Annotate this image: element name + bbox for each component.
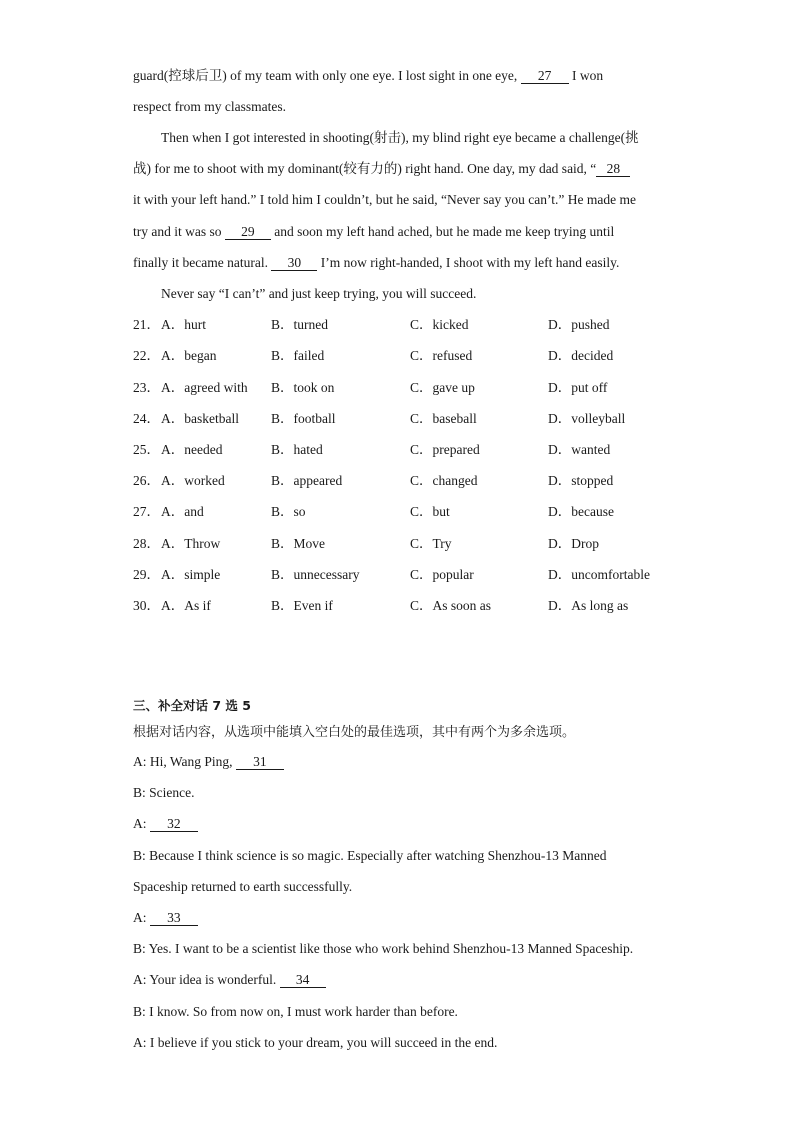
option-b: B．hated	[271, 442, 323, 457]
question-row	[133, 379, 663, 397]
passage-text: finally it became natural.	[133, 255, 272, 270]
passage-text: I won	[568, 68, 604, 83]
option-b: B．appeared	[271, 473, 343, 488]
question-number: 23．	[133, 380, 160, 395]
dialogue-text: A:	[133, 910, 150, 925]
option-d: D．uncomfortable	[548, 567, 650, 582]
option-a: A．hurt	[161, 317, 206, 332]
option-d: D．As long as	[548, 598, 629, 613]
option-b: B．failed	[271, 348, 325, 363]
option-a: A．Throw	[161, 536, 221, 551]
question-row	[133, 472, 663, 490]
dialogue-line	[133, 971, 326, 989]
blank-31: 31	[236, 755, 284, 770]
option-c: C．prepared	[410, 442, 480, 457]
option-a: A．As if	[161, 598, 211, 613]
passage-text: try and it was so	[133, 224, 225, 239]
dialogue-line: B: Yes. I want to be a scientist like those who work behind Shenzhou-13 Manned Spaceship.	[133, 941, 634, 956]
passage-line-3: Then when I got interested in shooting(射击), my blind right eye became a challenge(挑	[161, 130, 639, 145]
question-row	[133, 503, 663, 521]
passage-line-6	[133, 223, 614, 241]
blank-32: 32	[150, 817, 198, 832]
section-title: 三、补全对话 7 选 5	[133, 698, 251, 713]
blank-33: 33	[150, 911, 198, 926]
question-row	[133, 566, 663, 584]
passage-text: 战) for me to shoot with my dominant(较有力的) right hand. One day, my dad said, “	[133, 161, 597, 176]
question-row	[133, 316, 663, 334]
option-b: B．Move	[271, 536, 325, 551]
section-instruction: 根据对话内容，从选项中能填入空白处的最佳选项，其中有两个为多余选项。	[133, 725, 576, 740]
question-number: 28．	[133, 536, 160, 551]
option-d: D．put off	[548, 380, 608, 395]
passage-text: guard(控球后卫) of my team with only one eye. I lost sight in one eye,	[133, 68, 521, 83]
passage-line-5: it with your left hand.” I told him I couldn’t, but he said, “Never say you can’t.” He made me	[133, 192, 636, 207]
option-a: A．simple	[161, 567, 221, 582]
blank-30: 30	[271, 256, 317, 271]
dialogue-line: B: Because I think science is so magic. Especially after watching Shenzhou-13 Manned	[133, 848, 607, 863]
question-row	[133, 597, 663, 615]
question-row	[133, 441, 663, 459]
question-row	[133, 347, 663, 365]
option-d: D．because	[548, 504, 614, 519]
dialogue-text: A: Hi, Wang Ping,	[133, 754, 236, 769]
option-b: B．football	[271, 411, 336, 426]
question-number: 29．	[133, 567, 160, 582]
dialogue-line	[133, 909, 198, 927]
dialogue-line: B: I know. So from now on, I must work harder than before.	[133, 1004, 458, 1019]
dialogue-line: A: I believe if you stick to your dream, you will succeed in the end.	[133, 1035, 498, 1050]
blank-27: 27	[521, 69, 569, 84]
dialogue-line	[133, 815, 198, 833]
option-b: B．Even if	[271, 598, 333, 613]
question-number: 21．	[133, 317, 160, 332]
option-d: D．decided	[548, 348, 614, 363]
option-c: C．As soon as	[410, 598, 492, 613]
passage-line-4	[133, 160, 630, 178]
option-a: A．basketball	[161, 411, 239, 426]
option-b: B．turned	[271, 317, 328, 332]
option-a: A．began	[161, 348, 217, 363]
blank-28: 28	[596, 162, 630, 177]
option-a: A．and	[161, 504, 204, 519]
option-c: C．baseball	[410, 411, 477, 426]
passage-text: I’m now right-handed, I shoot with my left hand easily.	[317, 255, 620, 270]
question-number: 27．	[133, 504, 160, 519]
option-c: C．gave up	[410, 380, 475, 395]
dialogue-line: B: Science.	[133, 785, 195, 800]
option-c: C．Try	[410, 536, 452, 551]
dialogue-text: A: Your idea is wonderful.	[133, 972, 280, 987]
passage-line-8: Never say “I can’t” and just keep trying, you will succeed.	[161, 286, 477, 301]
question-number: 25．	[133, 442, 160, 457]
question-number: 22．	[133, 348, 160, 363]
question-row	[133, 410, 663, 428]
option-a: A．agreed with	[161, 380, 248, 395]
question-row	[133, 535, 663, 553]
blank-34: 34	[280, 973, 326, 988]
option-b: B．took on	[271, 380, 335, 395]
passage-line-1	[133, 67, 603, 85]
question-number: 24．	[133, 411, 160, 426]
option-d: D．volleyball	[548, 411, 626, 426]
option-b: B．so	[271, 504, 306, 519]
passage-line-2: respect from my classmates.	[133, 99, 286, 114]
option-d: D．pushed	[548, 317, 610, 332]
option-a: A．needed	[161, 442, 223, 457]
blank-29: 29	[225, 225, 271, 240]
option-a: A．worked	[161, 473, 225, 488]
option-c: C．changed	[410, 473, 478, 488]
option-b: B．unnecessary	[271, 567, 360, 582]
option-c: C．but	[410, 504, 450, 519]
question-number: 30．	[133, 598, 160, 613]
option-d: D．Drop	[548, 536, 599, 551]
option-d: D．wanted	[548, 442, 611, 457]
option-d: D．stopped	[548, 473, 614, 488]
dialogue-line	[133, 753, 284, 771]
option-c: C．refused	[410, 348, 473, 363]
option-c: C．popular	[410, 567, 474, 582]
passage-text: and soon my left hand ached, but he made me keep trying until	[270, 224, 615, 239]
dialogue-text: A:	[133, 816, 150, 831]
passage-line-7	[133, 254, 619, 272]
option-c: C．kicked	[410, 317, 469, 332]
question-number: 26．	[133, 473, 160, 488]
dialogue-line: Spaceship returned to earth successfully.	[133, 879, 353, 894]
